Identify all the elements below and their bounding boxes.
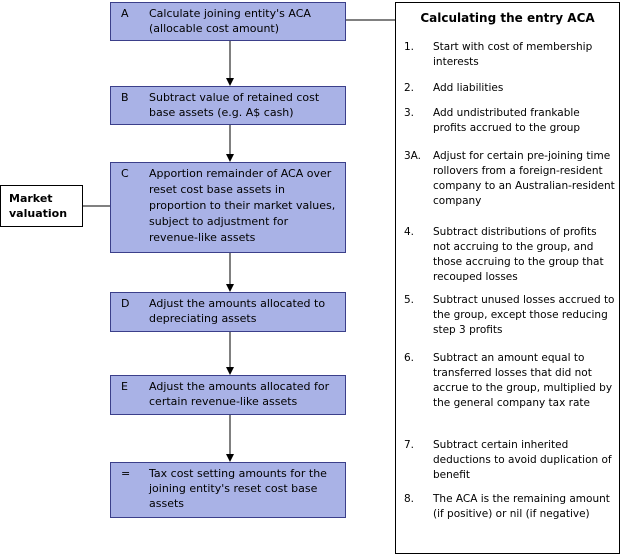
- panel-item-text: Subtract an amount equal to transferred losses that did not accrue to the group, multiplied by the general company tax rate: [433, 352, 613, 409]
- step-result-letter: =: [121, 467, 131, 480]
- panel-item-text: Adjust for certain pre-joining time rollovers from a foreign-resident company to an Australian-resident company: [433, 150, 615, 207]
- panel-item-text: Subtract distributions of profits not accruing to the group, and those accruing to the group that recouped losses: [433, 226, 604, 283]
- entry-aca-panel: [395, 2, 620, 554]
- step-e-box: [110, 375, 346, 415]
- step-d-letter: D: [121, 297, 130, 310]
- step-a-letter: A: [121, 7, 129, 20]
- step-c-letter: C: [121, 167, 129, 180]
- panel-item-text: Subtract certain inherited deductions to avoid duplication of benefit: [433, 439, 612, 481]
- step-d-text: Adjust the amounts allocated to depreciating assets: [149, 297, 326, 325]
- step-a-text: Calculate joining entity's ACA (allocable cost amount): [149, 7, 311, 35]
- panel-item-number: 2.: [404, 82, 415, 94]
- step-result-text: Tax cost setting amounts for the joining entity's reset cost base assets: [149, 467, 327, 510]
- step-e-text: Adjust the amounts allocated for certain revenue-like assets: [149, 380, 330, 408]
- panel-item-text: Add undistributed frankable profits accrued to the group: [433, 107, 581, 134]
- panel-item-number: 6.: [404, 352, 415, 364]
- panel-item-number: 3.: [404, 107, 415, 119]
- panel-item-number: 8.: [404, 493, 415, 505]
- panel-title: Calculating the entry ACA: [420, 11, 595, 25]
- step-c-box: [110, 162, 346, 253]
- market-valuation-label: Market valuation: [9, 192, 68, 220]
- step-a-box: [110, 2, 346, 41]
- market-valuation-box: [0, 185, 83, 227]
- panel-item-text: Start with cost of membership interests: [433, 41, 593, 68]
- panel-item-number: 4.: [404, 226, 415, 238]
- panel-item-number: 7.: [404, 439, 415, 451]
- step-b-letter: B: [121, 91, 129, 104]
- step-e-letter: E: [121, 380, 128, 393]
- panel-item-number: 3A.: [404, 150, 422, 162]
- step-b-box: [110, 86, 346, 125]
- step-b-text: Subtract value of retained cost base assets (e.g. A$ cash): [149, 91, 320, 119]
- step-c-text: Apportion remainder of ACA over reset cost base assets in proportion to their market values, subject to adjustment for revenue-like assets: [149, 167, 336, 244]
- panel-item-text: The ACA is the remaining amount (if positive) or nil (if negative): [433, 493, 610, 520]
- panel-item-text: Add liabilities: [433, 82, 504, 94]
- step-result-box: [110, 462, 346, 518]
- panel-item-number: 1.: [404, 41, 415, 53]
- panel-item-text: Subtract unused losses accrued to the group, except those reducing step 3 profits: [433, 294, 615, 336]
- panel-item-number: 5.: [404, 294, 415, 306]
- step-d-box: [110, 292, 346, 332]
